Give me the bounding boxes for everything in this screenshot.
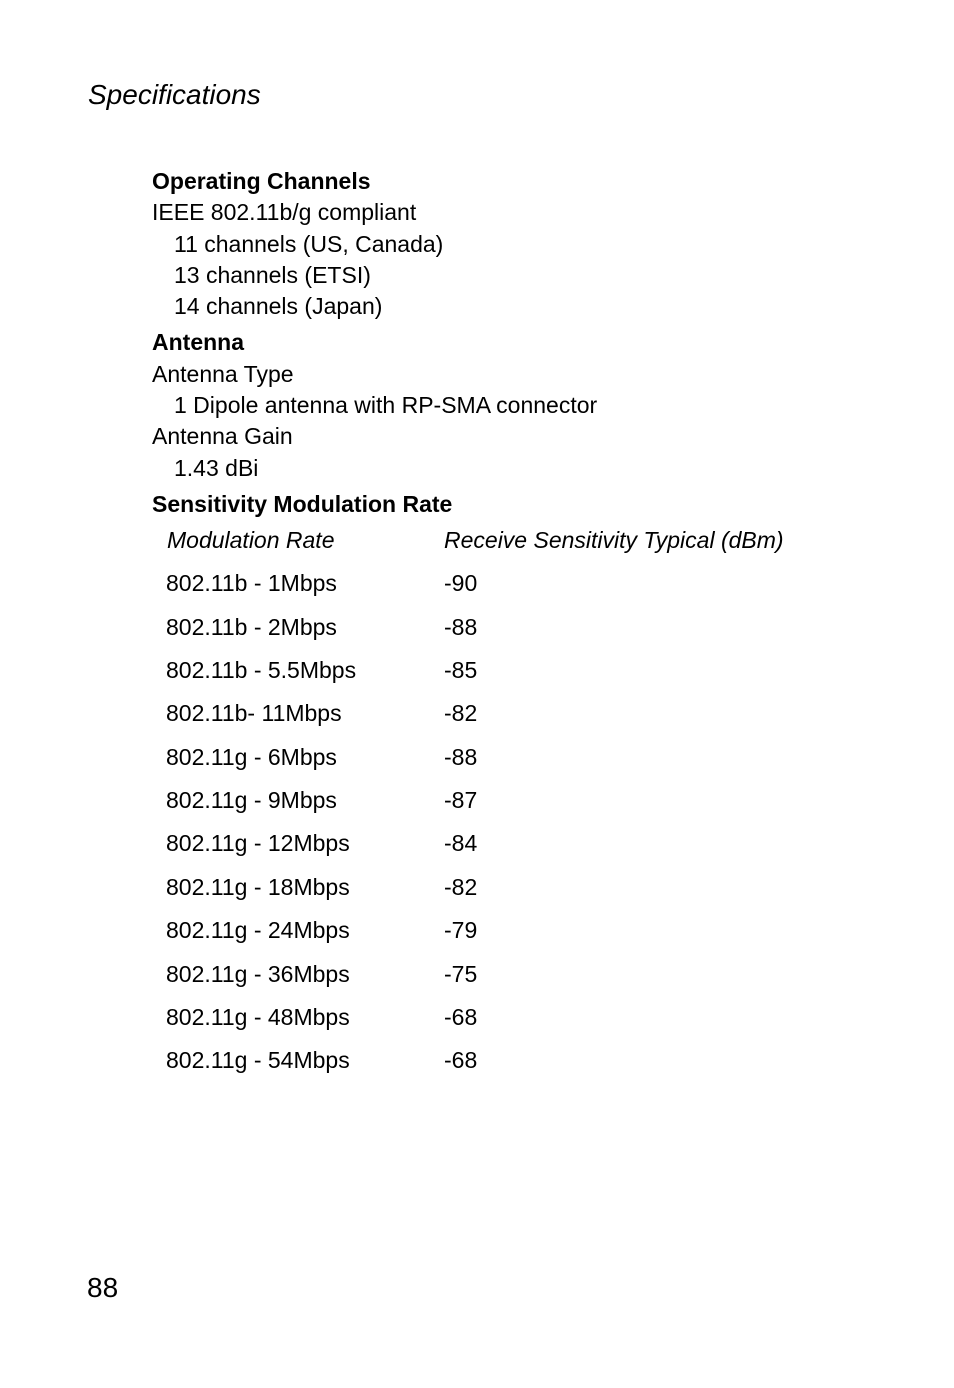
table-row — [166, 829, 816, 857]
sensitivity-cell: -68 — [444, 1004, 478, 1030]
modulation-rate-cell: 802.11b - 5.5Mbps — [166, 657, 357, 683]
antenna-gain-label: Antenna Gain — [152, 423, 293, 449]
sensitivity-cell: -82 — [444, 874, 478, 900]
table-row — [166, 1003, 816, 1031]
column-header-receive-sensitivity: Receive Sensitivity Typical (dBm) — [444, 527, 784, 553]
table-row — [166, 786, 816, 814]
modulation-rate-cell: 802.11b - 2Mbps — [166, 614, 337, 640]
antenna-gain-value: 1.43 dBi — [174, 455, 259, 481]
modulation-rate-cell: 802.11b - 1Mbps — [166, 570, 337, 596]
sensitivity-cell: -68 — [444, 1047, 478, 1073]
modulation-rate-cell: 802.11g - 48Mbps — [166, 1004, 350, 1030]
sensitivity-cell: -87 — [444, 787, 478, 813]
operating-channels-standard: IEEE 802.11b/g compliant — [152, 199, 417, 225]
sensitivity-cell: -90 — [444, 570, 478, 596]
table-row — [166, 569, 816, 597]
modulation-rate-cell: 802.11g - 9Mbps — [166, 787, 337, 813]
modulation-rate-cell: 802.11g - 12Mbps — [166, 830, 350, 856]
sensitivity-cell: -88 — [444, 614, 478, 640]
table-row — [166, 1046, 816, 1074]
modulation-rate-cell: 802.11b- 11Mbps — [166, 700, 342, 726]
sensitivity-cell: -79 — [444, 917, 478, 943]
operating-channels-heading: Operating Channels — [152, 168, 371, 194]
sensitivity-heading: Sensitivity Modulation Rate — [152, 491, 453, 517]
page-header-title: Specifications — [88, 79, 261, 110]
operating-channels-item: 11 channels (US, Canada) — [174, 231, 444, 257]
antenna-type-label: Antenna Type — [152, 361, 294, 387]
page-number: 88 — [87, 1272, 119, 1303]
table-row — [166, 656, 816, 684]
modulation-rate-cell: 802.11g - 24Mbps — [166, 917, 350, 943]
table-row — [166, 613, 816, 641]
modulation-rate-cell: 802.11g - 18Mbps — [166, 874, 350, 900]
antenna-heading: Antenna — [152, 329, 244, 355]
modulation-rate-cell: 802.11g - 6Mbps — [166, 744, 337, 770]
sensitivity-cell: -75 — [444, 961, 478, 987]
sensitivity-cell: -82 — [444, 700, 478, 726]
modulation-rate-cell: 802.11g - 54Mbps — [166, 1047, 350, 1073]
modulation-rate-cell: 802.11g - 36Mbps — [166, 961, 350, 987]
operating-channels-item: 14 channels (Japan) — [174, 293, 383, 319]
sensitivity-cell: -88 — [444, 744, 478, 770]
table-row — [166, 960, 816, 988]
table-row — [166, 699, 816, 727]
table-row — [166, 743, 816, 771]
sensitivity-cell: -84 — [444, 830, 478, 856]
column-header-modulation-rate: Modulation Rate — [167, 527, 335, 553]
operating-channels-item: 13 channels (ETSI) — [174, 262, 371, 288]
sensitivity-cell: -85 — [444, 657, 478, 683]
table-row — [166, 916, 816, 944]
table-row — [166, 873, 816, 901]
antenna-type-value: 1 Dipole antenna with RP-SMA connector — [174, 392, 598, 418]
